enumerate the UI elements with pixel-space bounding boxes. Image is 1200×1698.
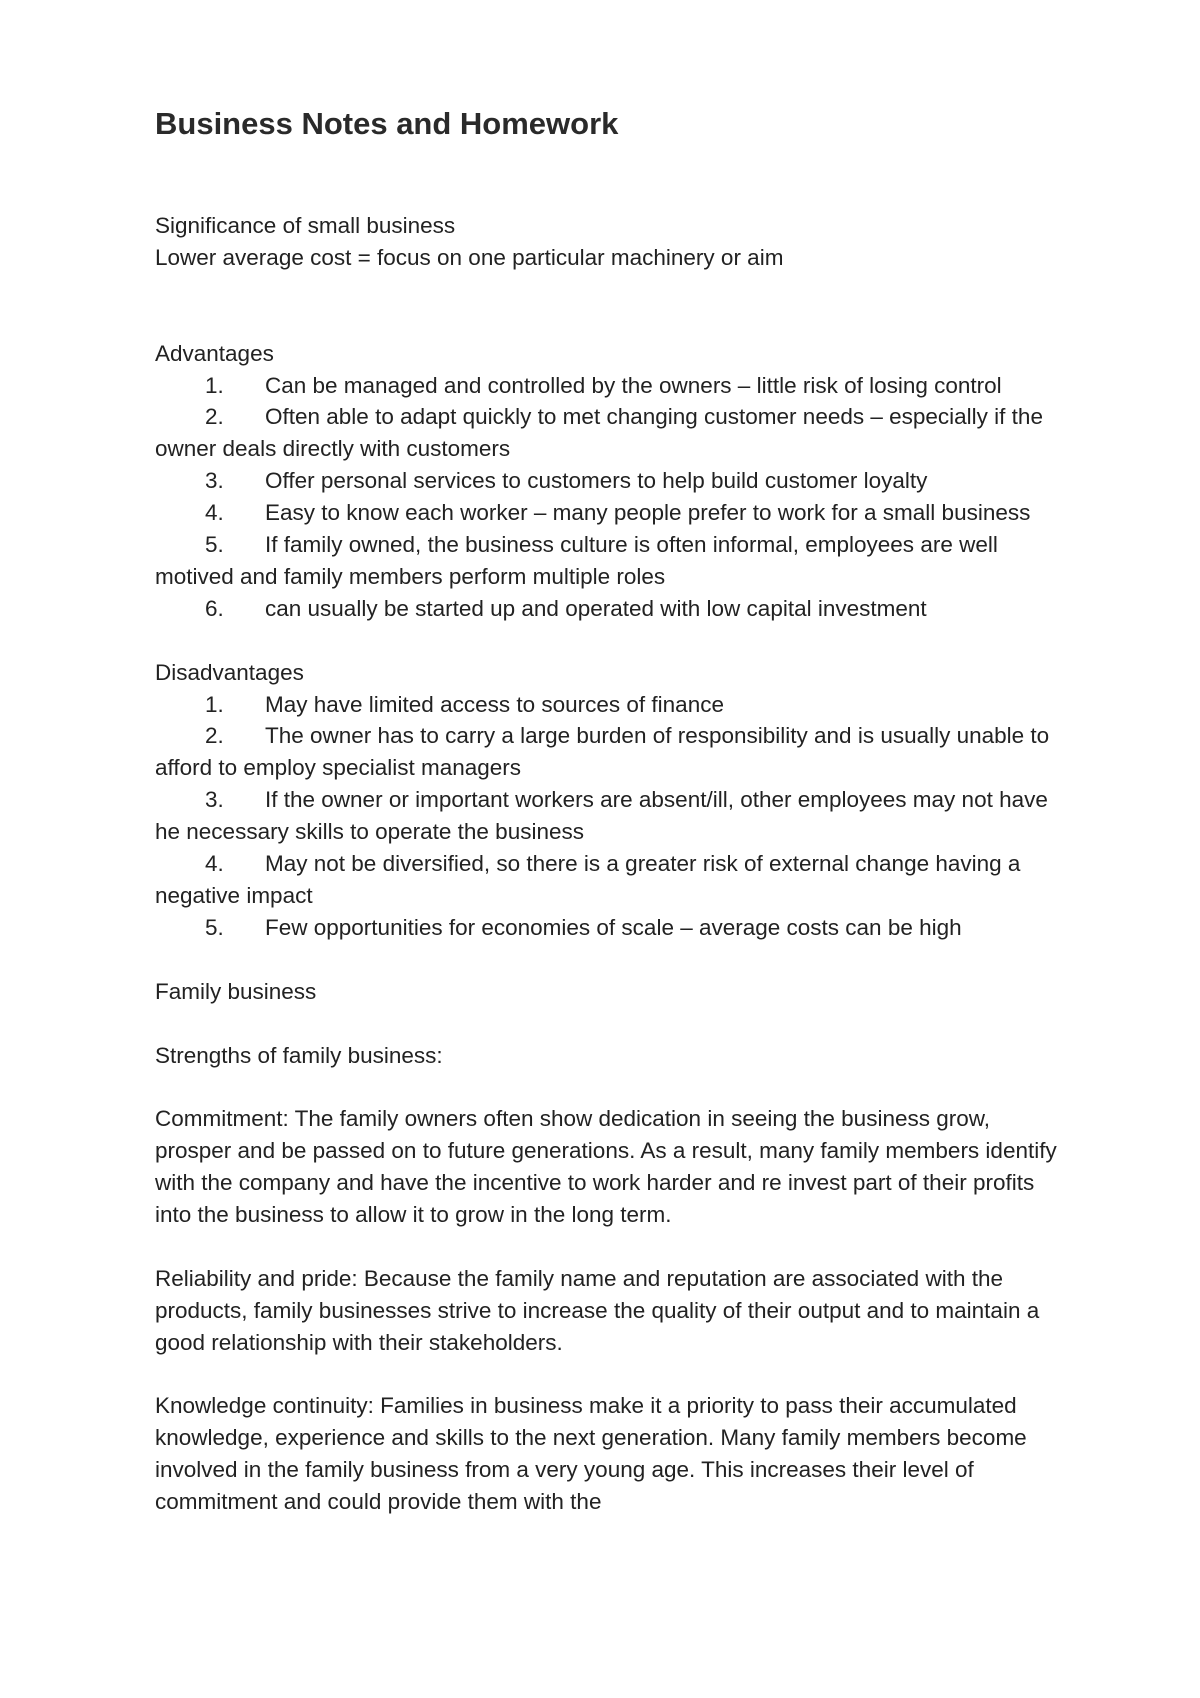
list-item-text: can usually be started up and operated with low capital investment — [265, 595, 927, 621]
strengths-heading: Strengths of family business: — [155, 1042, 443, 1068]
significance-heading: Significance of small business — [155, 213, 456, 238]
list-item — [155, 593, 1065, 625]
knowledge-continuity-paragraph: Knowledge continuity: Families in business make it a priority to pass their accumulated knowledge, experience and skills to the next generation. Many family members become involved in the family business from a very young age. This increases their level of commitment and could provide them with the — [155, 1393, 1027, 1515]
significance-line: Lower average cost = focus on one particular machinery or aim — [155, 244, 784, 270]
list-item-number: 3. — [205, 468, 224, 494]
spacer — [155, 274, 1065, 338]
list-item-number: 5. — [205, 532, 224, 558]
list-item-number: 3. — [205, 787, 224, 813]
list-item — [155, 497, 1065, 529]
spacer — [155, 1359, 1065, 1391]
list-item — [155, 370, 1065, 402]
list-item — [155, 912, 1065, 944]
document-body — [155, 210, 1065, 1518]
list-item-text: May not be diversified, so there is a greater risk of external change having a negative impact — [155, 851, 1021, 908]
list-item — [155, 784, 1065, 848]
spacer — [155, 625, 1065, 657]
list-item — [155, 720, 1065, 784]
list-item-text: Often able to adapt quickly to met changing customer needs – especially if the owner deals directly with customers — [155, 404, 1043, 462]
list-item-number: 4. — [205, 500, 224, 526]
list-item — [155, 689, 1065, 721]
list-item-text: Easy to know each worker – many people prefer to work for a small business — [265, 500, 1031, 526]
list-item-text: The owner has to carry a large burden of responsibility and is usually unable to afford to employ specialist managers — [155, 723, 1050, 781]
list-item-number: 2. — [205, 723, 224, 749]
list-item-text: May have limited access to sources of finance — [265, 691, 724, 717]
list-item — [155, 848, 1065, 912]
list-item-number: 2. — [205, 404, 224, 430]
list-item-text: If the owner or important workers are absent/ill, other employees may not have he necessary skills to operate the business — [155, 787, 1048, 845]
list-item — [155, 401, 1065, 465]
list-item — [155, 465, 1065, 497]
advantages-list — [155, 370, 1065, 625]
disadvantages-list — [155, 689, 1065, 944]
family-business-heading: Family business — [155, 978, 317, 1004]
list-item-text: Offer personal services to customers to help build customer loyalty — [265, 468, 928, 494]
advantages-heading: Advantages — [155, 340, 274, 366]
list-item — [155, 529, 1065, 593]
reliability-paragraph: Reliability and pride: Because the family name and reputation are associated with the products, family businesses strive to increase the quality of their output and to maintain a good relationship with their stakeholders. — [155, 1265, 1040, 1355]
spacer — [155, 1071, 1065, 1103]
list-item-text: Can be managed and controlled by the owners – little risk of losing control — [265, 372, 1002, 398]
commitment-paragraph: Commitment: The family owners often show dedication in seeing the business grow, prosper and be passed on to future generations. As a result, many family members identify with the company and have the incentive to work harder and re invest part of their profits into the business to allow it to grow in the long term. — [155, 1106, 1057, 1228]
disadvantages-heading: Disadvantages — [155, 659, 304, 685]
document-title: Business Notes and Homework — [155, 106, 619, 141]
spacer — [155, 1008, 1065, 1040]
spacer — [155, 1231, 1065, 1263]
list-item-number: 6. — [205, 595, 224, 621]
list-item-number: 4. — [205, 851, 224, 877]
list-item-number: 1. — [205, 372, 224, 398]
list-item-text: If family owned, the business culture is often informal, employees are well motived and family members perform multiple roles — [155, 532, 998, 589]
list-item-number: 5. — [205, 914, 224, 940]
list-item-number: 1. — [205, 691, 224, 717]
spacer — [155, 944, 1065, 976]
list-item-text: Few opportunities for economies of scale – average costs can be high — [265, 914, 962, 940]
